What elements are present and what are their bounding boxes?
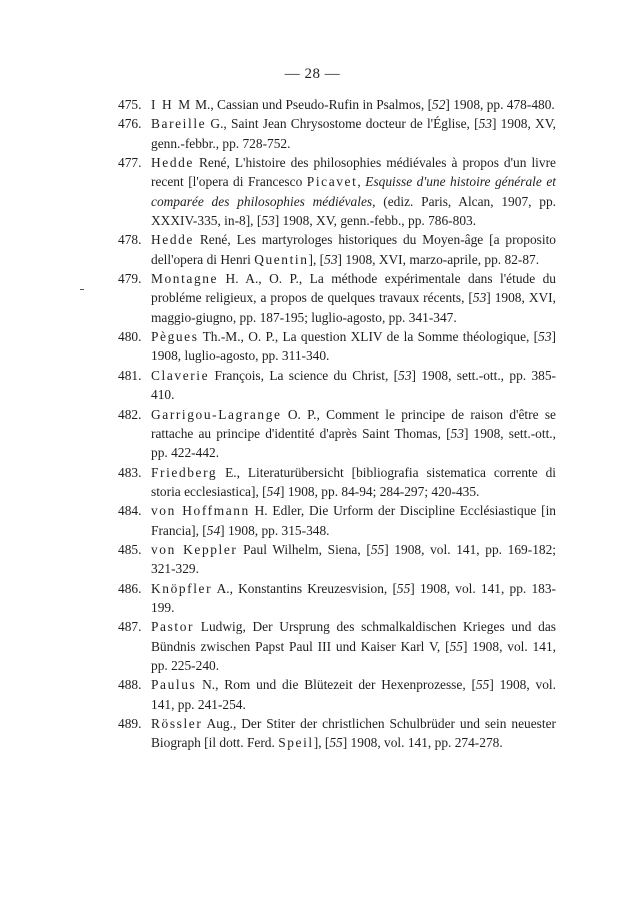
bibliography-entry (118, 463, 556, 502)
entry-text: ] 1908, vol. 141, pp. 169-182; 321-329. (151, 541, 556, 577)
journal-ref: 55 (329, 735, 343, 751)
entry-number: 480. (118, 329, 142, 345)
entry-text: ] 1908, XVI, marzo-aprile, pp. 82-87. (337, 251, 540, 267)
journal-ref: 55 (370, 541, 385, 557)
entry-number: 489. (118, 716, 142, 731)
entry-text: (ediz. Paris, Alcan, 1907, pp. XXXIV-335, in-8], [ (151, 193, 556, 229)
bibliography-entry (118, 230, 556, 269)
entry-text: ] 1908, vol. 141, pp. 183-199. (151, 580, 556, 615)
bibliography-entry (118, 327, 556, 366)
journal-ref: 52 (432, 97, 446, 112)
cited-author: Quentin (254, 251, 309, 267)
entry-author: Paulus (151, 677, 197, 693)
entry-author: Hedde (151, 232, 194, 248)
bibliography-entry (118, 617, 556, 675)
journal-ref: 53 (324, 251, 338, 267)
entry-text: ] 1908, XV, genn.-febb., pp. 786-803. (274, 213, 477, 229)
journal-ref: 53 (398, 367, 412, 383)
entry-text: ] 1908, luglio-agosto, pp. 311-340. (151, 329, 556, 364)
entry-number: 482. (118, 406, 142, 422)
entry-text: ] 1908, XV, genn.-febbr., pp. 728-752. (151, 116, 556, 151)
entry-number: 481. (118, 367, 142, 383)
entry-author: I H M (151, 97, 192, 112)
entry-author: Pastor (151, 619, 195, 635)
journal-ref: 53 (261, 213, 275, 229)
entry-number: 475. (118, 97, 142, 112)
entry-number: 484. (118, 503, 142, 519)
journal-ref: 53 (538, 329, 552, 345)
entry-author: Friedberg (151, 464, 218, 480)
entry-text: ] 1908, vol. 141, pp. 241-254. (151, 677, 556, 712)
entry-text: Ludwig, Der Ursprung des schmalkaldischen Krieges und das Bündnis zwischen Papst Paul III und Kaiser Karl V, [ (151, 619, 556, 654)
entry-number: 477. (118, 155, 142, 171)
entry-text: E., Literaturübersicht [bibliografia sistematica corrente di storia ecclesiastica], [ (151, 464, 556, 499)
entry-author: Knöpfler (151, 580, 213, 596)
entry-number: 483. (118, 464, 142, 480)
entry-text: G., Saint Jean Chrysostome docteur de l'Église, [ (206, 116, 479, 132)
entry-text: A., Konstantins Kreuzesvision, [ (212, 580, 397, 596)
entry-text: N., Rom und die Blütezeit der Hexenprozesse, [ (196, 677, 476, 693)
entry-text: ] 1908, pp. 84-94; 284-297; 420-435. (280, 483, 480, 499)
journal-ref: 54 (206, 522, 221, 538)
cited-author: Speil (278, 735, 314, 751)
entry-number: 478. (118, 232, 142, 248)
entry-text: M., Cassian und Pseudo-Rufin in Psalmos, [ (191, 97, 433, 112)
bibliography-list (118, 95, 556, 753)
entry-text: ] 1908, sett.-ott., pp. 422-442. (151, 425, 556, 461)
entry-number: 487. (118, 619, 142, 635)
entry-text: Paul Wilhelm, Siena, [ (237, 541, 371, 557)
entry-text: ] 1908, sett.-ott., pp. 385-410. (151, 367, 556, 403)
entry-text: ] 1908, XVI, maggio-giugno, pp. 187-195; luglio-agosto, pp. 341-347. (151, 290, 556, 325)
cited-author: Picavet (306, 174, 358, 190)
entry-author: von Keppler (151, 541, 238, 557)
bibliography-entry (118, 501, 556, 540)
entry-author: Garrigou-Lagrange (151, 406, 282, 422)
entry-number: 486. (118, 580, 142, 596)
entry-author: Pègues (151, 329, 199, 345)
journal-ref: 55 (449, 638, 463, 654)
entry-text: , (357, 174, 366, 190)
entry-author: Hedde (151, 155, 194, 171)
bibliography-entry (118, 675, 556, 714)
entry-text: ], [ (308, 251, 325, 267)
entry-text: René, Les martyrologes historiques du Moyen-âge [a proposito dell'opera di Henri (151, 232, 556, 267)
bibliography-entry (118, 714, 556, 753)
bibliography-entry (118, 95, 556, 114)
entry-number: 476. (118, 116, 142, 132)
journal-ref: 53 (472, 290, 487, 306)
entry-author: Claverie (151, 367, 210, 383)
entry-number: 488. (118, 677, 142, 693)
journal-ref: 54 (266, 483, 281, 499)
entry-text: H. A., O. P., La méthode expérimentale dans l'étude du probléme religieux, a propos de quelques travaux récents, [ (151, 271, 556, 306)
journal-ref: 53 (450, 425, 464, 441)
entry-text: Aug., Der Stiter der christlichen Schulbrüder und sein neuester Biograph [il dott. Ferd. (151, 716, 556, 751)
entry-number: 479. (118, 271, 142, 287)
entry-text: François, La science du Christ, [ (209, 367, 399, 383)
entry-author: Montagne (151, 271, 219, 287)
entry-author: von Hoffmann (151, 503, 250, 519)
bibliography-entry (118, 540, 556, 579)
bibliography-entry (118, 366, 556, 405)
entry-text: H. Edler, Die Urform der Discipline Ecclésiastique [in Francia], [ (151, 503, 556, 538)
bibliography-entry (118, 579, 556, 618)
bibliography-entry (118, 405, 556, 463)
bibliography-entry (118, 153, 556, 230)
entry-number: 485. (118, 541, 142, 557)
entry-text: ] 1908, pp. 478-480. (445, 97, 555, 112)
journal-ref: 55 (475, 677, 490, 693)
entry-text: Th.-M., O. P., La question XLIV de la Somme théologique, [ (198, 329, 539, 345)
bibliography-entry (118, 269, 556, 327)
page-number: — 28 — (284, 66, 341, 82)
bibliography-entry (118, 114, 556, 153)
entry-author: Rössler (151, 716, 203, 731)
margin-mark (80, 289, 84, 291)
cited-title: Esquisse d'une histoire générale et comparée des philosophies médiévales, (151, 174, 556, 209)
entry-text: ] 1908, vol. 141, pp. 225-240. (151, 638, 556, 673)
entry-text: O. P., Comment le principe de raison d'être se rattache au principe d'identité d'après Saint Thomas, [ (151, 406, 556, 441)
entry-text: ] 1908, pp. 315-348. (220, 522, 330, 538)
journal-ref: 53 (478, 116, 492, 132)
entry-text: René, L'histoire des philosophies médiévales à propos d'un livre recent [l'opera di Francesco (151, 155, 556, 190)
entry-text: ], [ (313, 735, 330, 751)
entry-text: ] 1908, vol. 141, pp. 274-278. (342, 735, 503, 751)
entry-author: Bareille (151, 116, 207, 132)
journal-ref: 55 (396, 580, 411, 596)
